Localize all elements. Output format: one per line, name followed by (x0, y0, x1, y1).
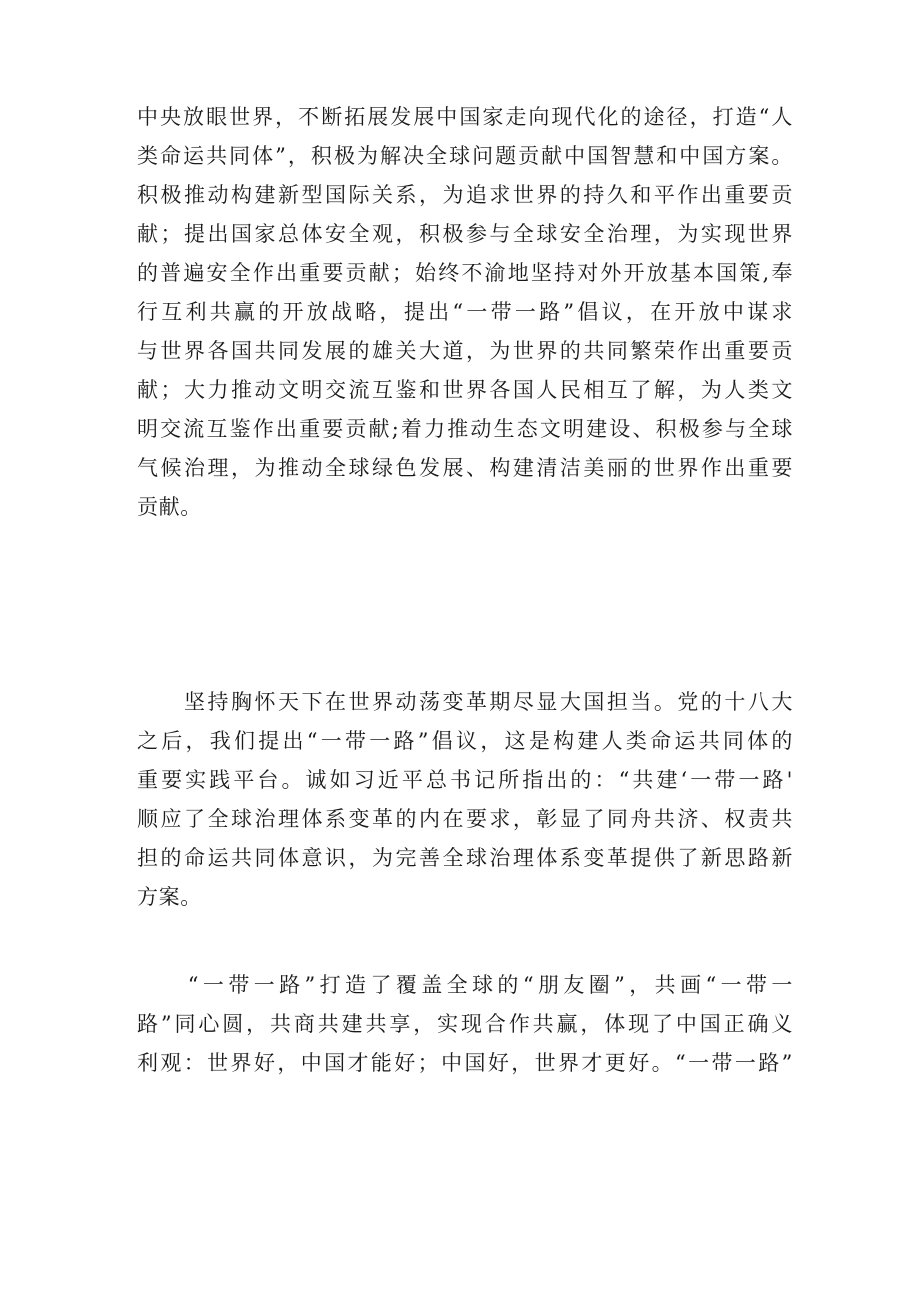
paragraph-line: 的普遍安全作出重要贡献；始终不渝地坚持对外开放基本国策,奉 (137, 261, 793, 285)
paragraph-line: 中央放眼世界，不断拓展发展中国家走向现代化的途径，打造“人 (137, 105, 793, 129)
paragraph-line: 坚持胸怀天下在世界动荡变革期尽显大国担当。党的十八大 (137, 690, 793, 714)
paragraph-line: 与世界各国共同发展的雄关大道，为世界的共同繁荣作出重要贡 (137, 339, 793, 363)
paragraph-line: 之后，我们提出“一带一路”倡议，这是构建人类命运共同体的 (137, 729, 793, 753)
paragraph-line: 行互利共赢的开放战略，提出“一带一路”倡议，在开放中谋求 (137, 300, 793, 324)
paragraph-line: 顺应了全球治理体系变革的内在要求，彰显了同舟共济、权责共 (137, 807, 793, 831)
paragraph-2 (137, 683, 793, 917)
paragraph-line: 类命运共同体”，积极为解决全球问题贡献中国智慧和中国方案。 (137, 144, 793, 168)
paragraph-1 (137, 98, 793, 527)
paragraph-line: 献；提出国家总体安全观，积极参与全球安全治理，为实现世界 (137, 222, 793, 246)
paragraph-line: 明交流互鉴作出重要贡献;着力推动生态文明建设、积极参与全球 (137, 417, 793, 441)
paragraph-line: 贡献。 (137, 495, 202, 519)
paragraph-line: 献；大力推动文明交流互鉴和世界各国人民相互了解，为人类文 (137, 378, 793, 402)
paragraph-line: 积极推动构建新型国际关系，为追求世界的持久和平作出重要贡 (137, 183, 793, 207)
paragraph-line: 路”同心圆，共商共建共享，实现合作共赢，体现了中国正确义 (137, 1012, 793, 1036)
paragraph-line: 气候治理，为推动全球绿色发展、构建清洁美丽的世界作出重要 (137, 456, 793, 480)
paragraph-line: 利观：世界好，中国才能好；中国好，世界才更好。“一带一路” (137, 1051, 793, 1075)
paragraph-3 (137, 966, 793, 1083)
paragraph-line: 方案。 (137, 885, 202, 909)
paragraph-line: 重要实践平台。诚如习近平总书记所指出的：“共建‘一带一路' (137, 768, 793, 792)
paragraph-line: “一带一路”打造了覆盖全球的“朋友圈”，共画“一带一 (137, 973, 793, 997)
paragraph-line: 担的命运共同体意识，为完善全球治理体系变革提供了新思路新 (137, 846, 793, 870)
